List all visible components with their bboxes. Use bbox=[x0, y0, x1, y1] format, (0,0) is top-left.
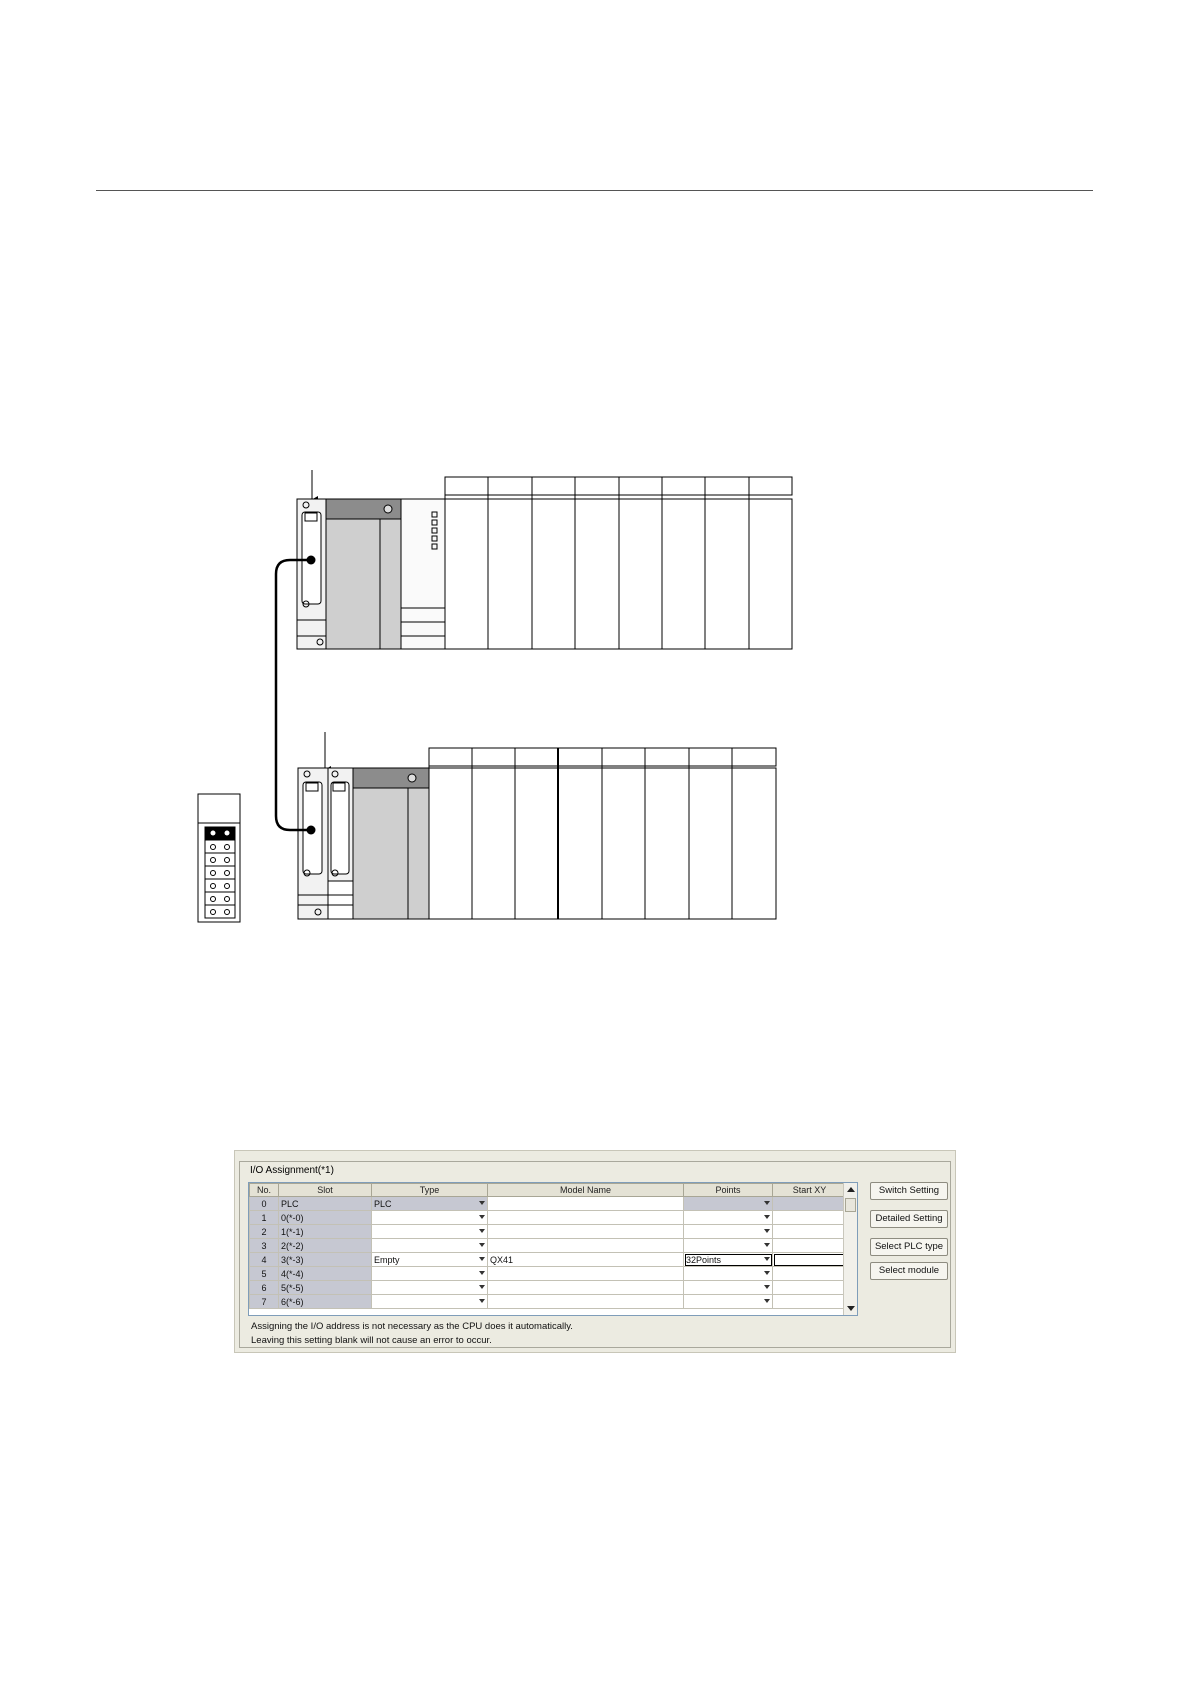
dropdown-arrow-icon[interactable] bbox=[479, 1215, 485, 1219]
dropdown-arrow-icon[interactable] bbox=[479, 1257, 485, 1261]
model-name-cell[interactable] bbox=[488, 1211, 684, 1225]
dropdown-arrow-icon[interactable] bbox=[764, 1243, 770, 1247]
type-dropdown[interactable] bbox=[372, 1239, 488, 1253]
dropdown-arrow-icon[interactable] bbox=[479, 1201, 485, 1205]
io-assignment-grid bbox=[248, 1182, 858, 1316]
row-slot: 1(*-1) bbox=[279, 1225, 372, 1239]
select-module-button[interactable]: Select module bbox=[870, 1262, 948, 1280]
points-dropdown[interactable] bbox=[684, 1239, 773, 1253]
start-xy-cell[interactable] bbox=[773, 1239, 847, 1253]
table-row bbox=[250, 1225, 847, 1239]
row-slot: 5(*-5) bbox=[279, 1281, 372, 1295]
start-xy-cell[interactable] bbox=[773, 1225, 847, 1239]
type-dropdown[interactable] bbox=[372, 1253, 488, 1267]
dropdown-arrow-icon[interactable] bbox=[479, 1299, 485, 1303]
row-no: 7 bbox=[250, 1295, 279, 1309]
type-dropdown[interactable] bbox=[372, 1211, 488, 1225]
row-no: 0 bbox=[250, 1197, 279, 1211]
start-xy-cell[interactable] bbox=[773, 1211, 847, 1225]
points-value: 32Points bbox=[686, 1254, 722, 1265]
points-dropdown[interactable] bbox=[684, 1211, 773, 1225]
dropdown-arrow-icon[interactable] bbox=[479, 1243, 485, 1247]
table-row bbox=[250, 1239, 847, 1253]
dropdown-arrow-icon[interactable] bbox=[764, 1201, 770, 1205]
dropdown-arrow-icon[interactable] bbox=[479, 1285, 485, 1289]
dropdown-arrow-icon[interactable] bbox=[764, 1215, 770, 1219]
col-header-points: Points bbox=[684, 1184, 773, 1197]
io-assignment-table bbox=[249, 1183, 847, 1309]
points-dropdown[interactable] bbox=[684, 1225, 773, 1239]
table-row bbox=[250, 1267, 847, 1281]
row-no: 5 bbox=[250, 1267, 279, 1281]
row-slot: 6(*-6) bbox=[279, 1295, 372, 1309]
dropdown-arrow-icon[interactable] bbox=[764, 1271, 770, 1275]
row-no: 6 bbox=[250, 1281, 279, 1295]
scroll-up-icon[interactable] bbox=[844, 1184, 857, 1196]
col-header-type: Type bbox=[372, 1184, 488, 1197]
type-value: Empty bbox=[374, 1254, 400, 1265]
type-dropdown[interactable] bbox=[372, 1225, 488, 1239]
auto-assign-note: Assigning the I/O address is not necessary as the CPU does it automatically. bbox=[251, 1321, 573, 1332]
start-xy-cell[interactable] bbox=[773, 1281, 847, 1295]
dropdown-arrow-icon[interactable] bbox=[764, 1229, 770, 1233]
col-header-slot: Slot bbox=[279, 1184, 372, 1197]
dropdown-arrow-icon[interactable] bbox=[479, 1271, 485, 1275]
start-xy-cell[interactable] bbox=[773, 1253, 847, 1267]
row-slot: 0(*-0) bbox=[279, 1211, 372, 1225]
points-dropdown[interactable] bbox=[684, 1253, 773, 1267]
points-dropdown[interactable] bbox=[684, 1281, 773, 1295]
dropdown-arrow-icon[interactable] bbox=[479, 1229, 485, 1233]
io-assignment-title: I/O Assignment(*1) bbox=[250, 1165, 334, 1176]
type-dropdown[interactable] bbox=[372, 1295, 488, 1309]
stage-number-connector bbox=[198, 794, 240, 922]
model-name-cell[interactable] bbox=[488, 1239, 684, 1253]
blank-setting-note: Leaving this setting blank will not cause an error to occur. bbox=[251, 1335, 492, 1346]
col-header-model-name: Model Name bbox=[488, 1184, 684, 1197]
start-xy-cell[interactable] bbox=[773, 1197, 847, 1211]
row-slot: 2(*-2) bbox=[279, 1239, 372, 1253]
row-no: 2 bbox=[250, 1225, 279, 1239]
table-row bbox=[250, 1197, 847, 1211]
type-dropdown[interactable] bbox=[372, 1281, 488, 1295]
table-row bbox=[250, 1211, 847, 1225]
io-assignment-panel bbox=[234, 1150, 956, 1353]
select-plc-type-button[interactable]: Select PLC type bbox=[870, 1238, 948, 1256]
type-dropdown[interactable] bbox=[372, 1197, 488, 1211]
model-name-cell[interactable] bbox=[488, 1267, 684, 1281]
scroll-down-icon[interactable] bbox=[844, 1302, 857, 1314]
row-no: 4 bbox=[250, 1253, 279, 1267]
table-row bbox=[250, 1253, 847, 1267]
io-assignment-group bbox=[239, 1161, 951, 1348]
model-name-cell[interactable]: QX41 bbox=[488, 1253, 684, 1267]
start-xy-cell[interactable] bbox=[773, 1267, 847, 1281]
scroll-thumb[interactable] bbox=[845, 1198, 856, 1212]
vertical-scrollbar[interactable] bbox=[843, 1183, 857, 1315]
col-header-start-xy: Start XY bbox=[773, 1184, 847, 1197]
type-dropdown[interactable] bbox=[372, 1267, 488, 1281]
type-value: PLC bbox=[374, 1198, 392, 1209]
dropdown-arrow-icon[interactable] bbox=[764, 1285, 770, 1289]
model-name-cell[interactable] bbox=[488, 1281, 684, 1295]
points-dropdown[interactable] bbox=[684, 1267, 773, 1281]
col-header-no: No. bbox=[250, 1184, 279, 1197]
table-header-row bbox=[250, 1184, 847, 1197]
row-no: 3 bbox=[250, 1239, 279, 1253]
start-xy-cell[interactable] bbox=[773, 1295, 847, 1309]
row-slot: 3(*-3) bbox=[279, 1253, 372, 1267]
extension-base-unit bbox=[298, 732, 776, 919]
detailed-setting-button[interactable]: Detailed Setting bbox=[870, 1210, 948, 1228]
points-dropdown[interactable] bbox=[684, 1295, 773, 1309]
model-name-cell[interactable] bbox=[488, 1295, 684, 1309]
dropdown-arrow-icon[interactable] bbox=[764, 1299, 770, 1303]
table-row bbox=[250, 1295, 847, 1309]
model-name-cell[interactable] bbox=[488, 1197, 684, 1211]
dropdown-arrow-icon[interactable] bbox=[764, 1257, 770, 1261]
model-name-cell[interactable] bbox=[488, 1225, 684, 1239]
row-slot: PLC bbox=[279, 1197, 372, 1211]
table-row bbox=[250, 1281, 847, 1295]
row-no: 1 bbox=[250, 1211, 279, 1225]
main-base-unit bbox=[297, 470, 792, 649]
switch-setting-button[interactable]: Switch Setting bbox=[870, 1182, 948, 1200]
row-slot: 4(*-4) bbox=[279, 1267, 372, 1281]
points-dropdown[interactable] bbox=[684, 1197, 773, 1211]
